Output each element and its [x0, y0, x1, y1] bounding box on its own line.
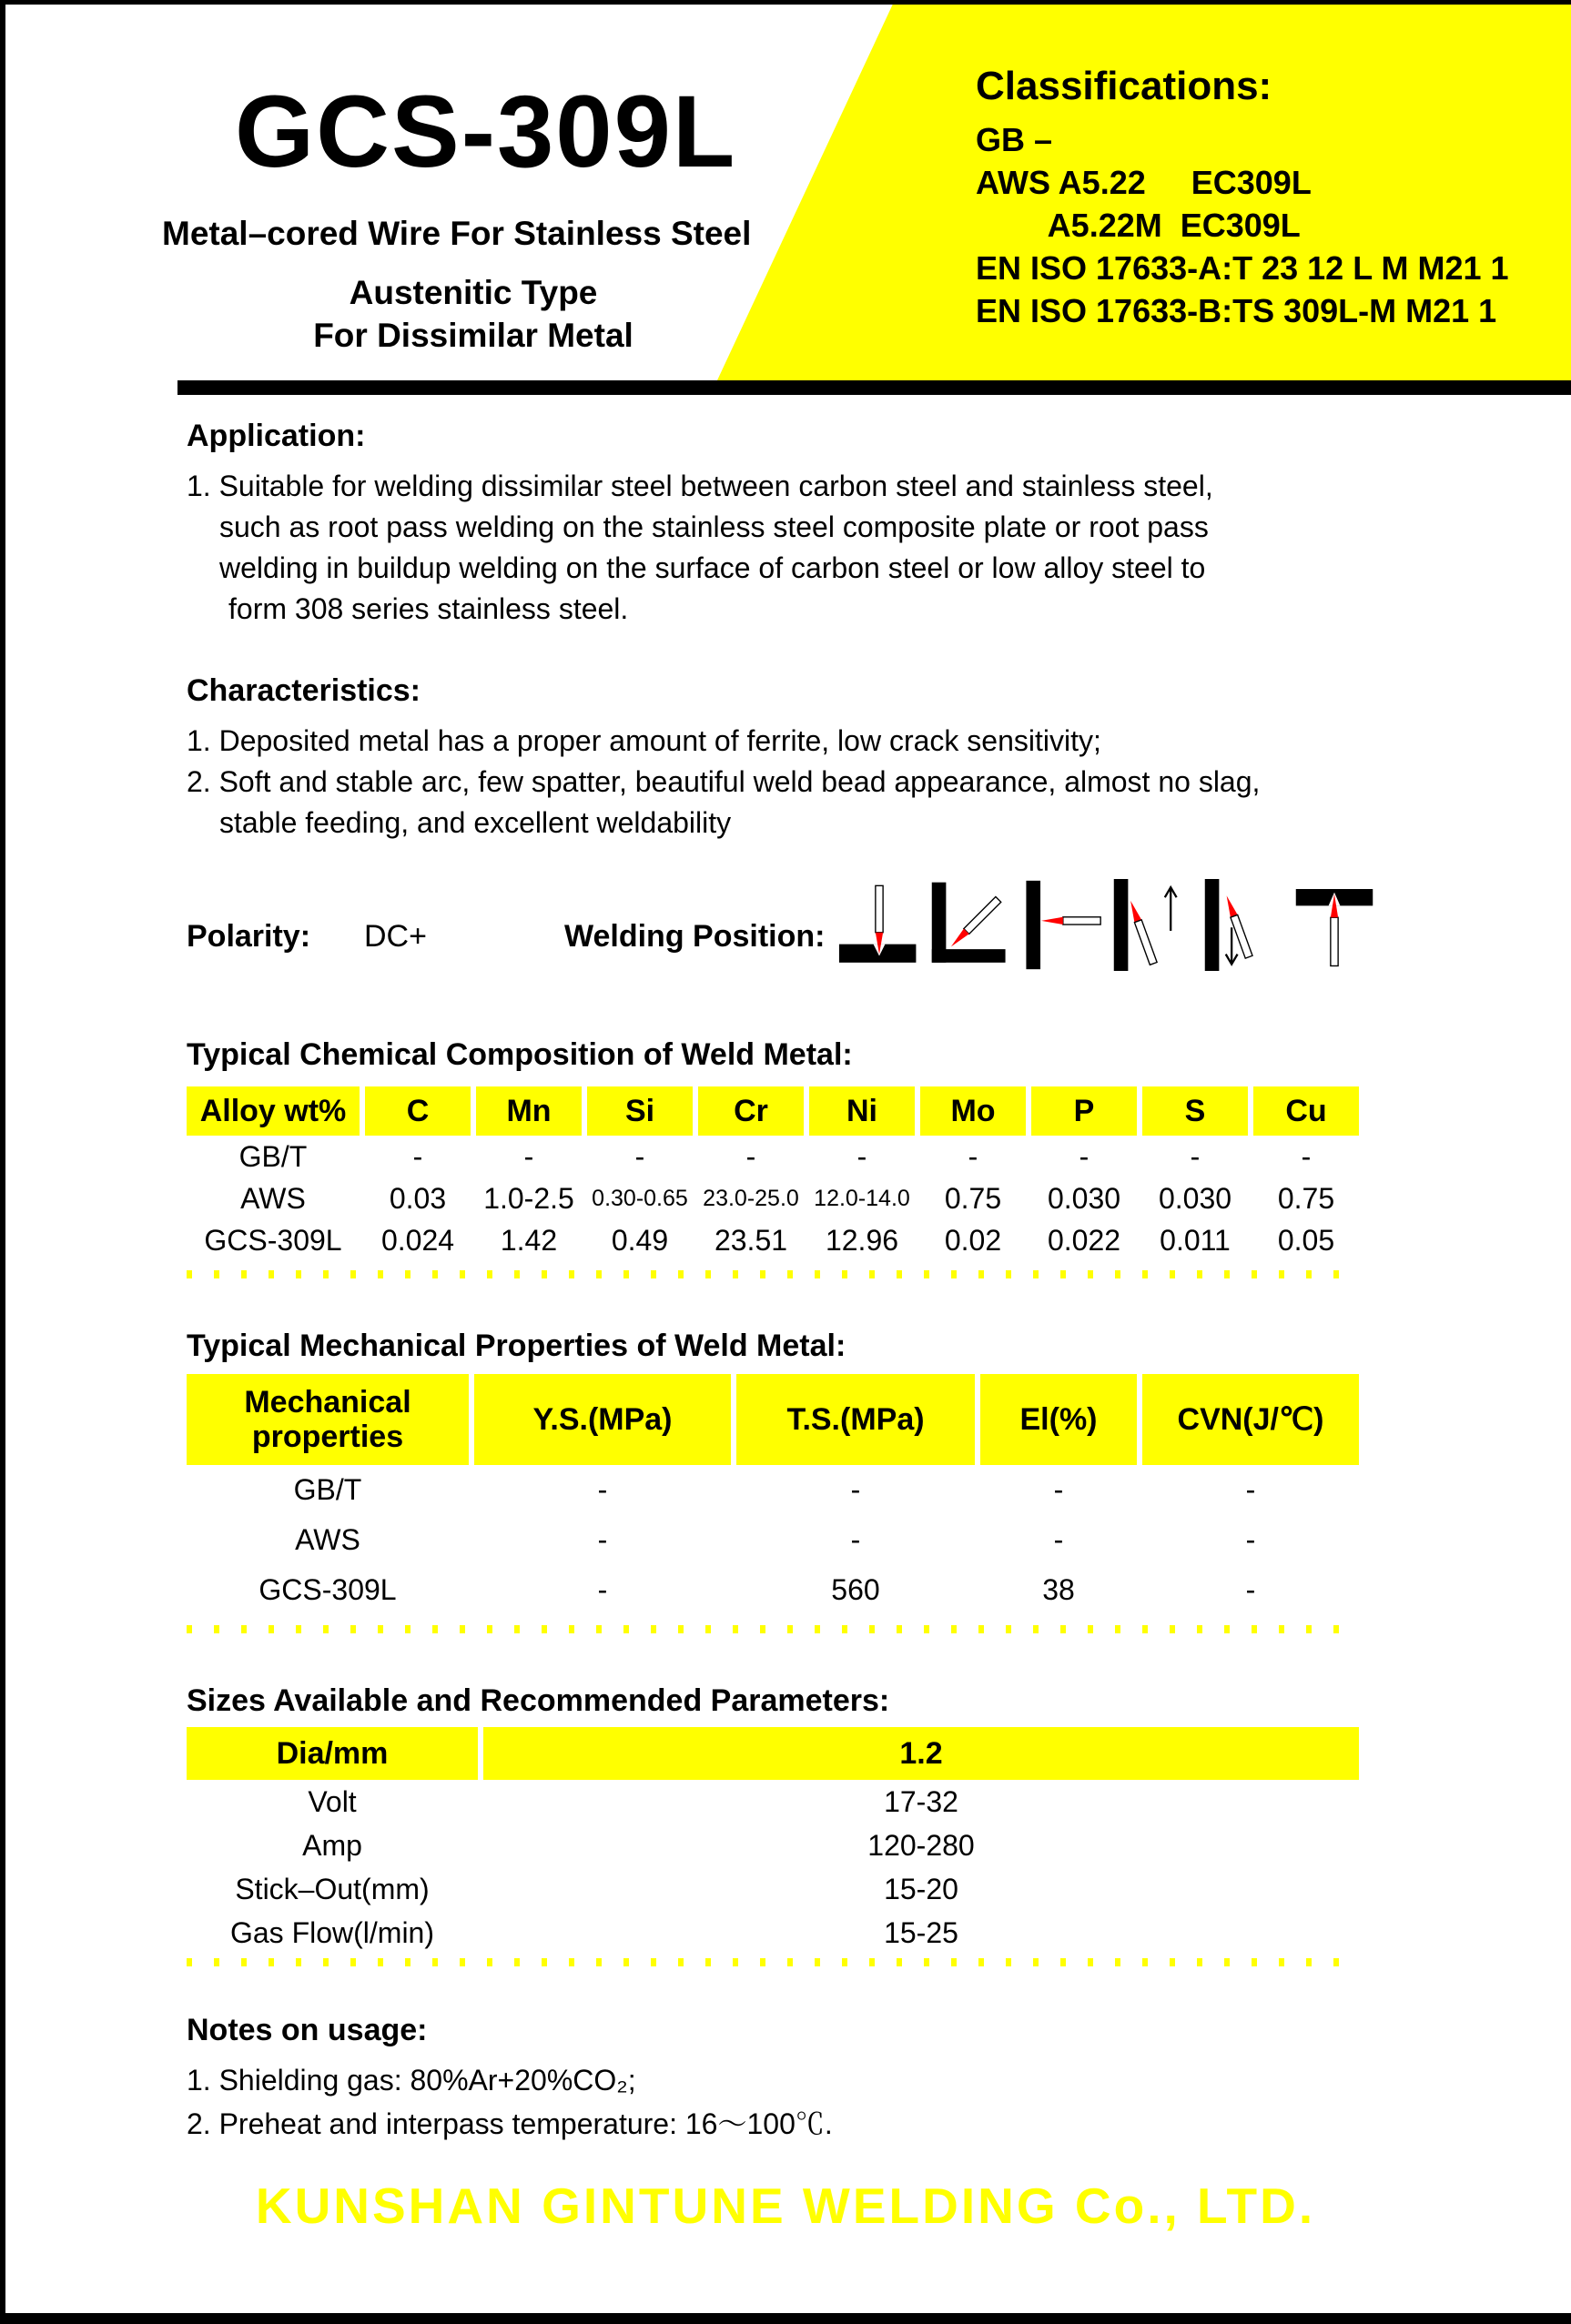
polarity-value: DC+	[364, 919, 427, 954]
sizes-table-title: Sizes Available and Recommended Parameters:	[187, 1683, 890, 1718]
company-name: KUNSHAN GINTUNE WELDING Co., LTD.	[255, 2177, 1316, 2234]
overhead-position-icon	[1292, 879, 1376, 971]
characteristics-line: 1. Deposited metal has a proper amount of ferrite, low crack sensitivity;	[187, 724, 1101, 757]
welding-position-icons	[837, 879, 1376, 971]
column-header: 1.2	[483, 1727, 1359, 1780]
classification-line: EN ISO 17633-A:T 23 12 L M M21 1	[976, 249, 1509, 287]
cell-value: 23.51	[714, 1223, 788, 1257]
horizontal-fillet-position-icon	[928, 879, 1012, 971]
cell-value: -	[1245, 1573, 1256, 1606]
column-header: Alloy wt%	[187, 1086, 360, 1136]
header-divider-bar	[177, 380, 1571, 395]
column-header: El(%)	[980, 1374, 1137, 1465]
row-label: AWS	[240, 1181, 306, 1215]
section-divider-dashed	[187, 1270, 1359, 1278]
column-header: Cr	[698, 1086, 804, 1136]
vertical-down-position-icon	[1201, 879, 1285, 971]
column-header: T.S.(MPa)	[736, 1374, 975, 1465]
notes-line: 2. Preheat and interpass temperature: 16～100℃.	[187, 2107, 833, 2140]
cell-value: -	[1053, 1473, 1064, 1506]
table-row	[187, 1177, 1359, 1219]
column-header: Y.S.(MPa)	[474, 1374, 731, 1465]
product-type	[209, 271, 737, 357]
table-row	[187, 1867, 1359, 1911]
cell-value: -	[597, 1473, 608, 1506]
table-row	[187, 1911, 1359, 1955]
flat-position-icon	[837, 879, 921, 971]
chemical-header-row	[187, 1086, 1359, 1136]
horizontal-position-icon	[1019, 879, 1103, 971]
row-label: Volt	[308, 1784, 357, 1818]
cell-value: 1.0-2.5	[483, 1181, 574, 1215]
row-label: Amp	[302, 1828, 362, 1862]
classifications-title: Classifications:	[976, 64, 1272, 108]
cell-value: -	[1245, 1523, 1256, 1556]
page-border-left	[0, 0, 5, 2324]
cell-value: 0.022	[1047, 1223, 1121, 1257]
cell-value: 0.75	[1277, 1181, 1335, 1215]
application-line: welding in buildup welding on the surface of carbon steel or low alloy steel to	[219, 551, 1206, 584]
polarity-label: Polarity:	[187, 919, 311, 954]
product-subtitle: Metal–cored Wire For Stainless Steel	[162, 215, 752, 252]
cell-value: 0.024	[380, 1223, 455, 1257]
column-header: Cu	[1253, 1086, 1359, 1136]
column-header: S	[1142, 1086, 1248, 1136]
notes-title: Notes on usage:	[187, 2013, 428, 2047]
cell-value: 15-20	[884, 1872, 958, 1905]
application-title: Application:	[187, 419, 366, 453]
footer	[0, 2177, 1571, 2235]
cell-value: -	[597, 1523, 608, 1556]
column-header: Mechanical properties	[187, 1374, 469, 1465]
sizes-table	[187, 1727, 1359, 1955]
application-line: form 308 series stainless steel.	[228, 592, 629, 625]
cell-value: 12.0-14.0	[814, 1185, 910, 1211]
cell-value: 0.05	[1277, 1223, 1335, 1257]
row-label: Stick–Out(mm)	[235, 1872, 430, 1905]
cell-value: 0.030	[1158, 1181, 1232, 1215]
application-line: 1. Suitable for welding dissimilar steel between carbon steel and stainless steel,	[187, 470, 1213, 502]
cell-value: -	[1301, 1139, 1312, 1173]
column-header: Mn	[476, 1086, 582, 1136]
cell-value: 120-280	[867, 1828, 975, 1862]
cell-value: 560	[831, 1573, 880, 1606]
column-header: C	[365, 1086, 471, 1136]
mechanical-header-row	[187, 1374, 1359, 1465]
cell-value: -	[745, 1139, 756, 1173]
classification-line: GB –	[976, 121, 1053, 158]
cell-value: -	[523, 1139, 534, 1173]
column-header: P	[1031, 1086, 1137, 1136]
cell-value: 12.96	[825, 1223, 899, 1257]
classifications-block	[976, 64, 1567, 332]
column-header: Si	[587, 1086, 693, 1136]
cell-value: -	[1079, 1139, 1090, 1173]
column-header: Mo	[920, 1086, 1026, 1136]
table-row	[187, 1219, 1359, 1261]
column-header: Ni	[809, 1086, 915, 1136]
table-row	[187, 1136, 1359, 1177]
row-label: GCS-309L	[258, 1573, 397, 1606]
product-name: GCS-309L	[235, 75, 737, 188]
cell-value: 17-32	[884, 1784, 958, 1818]
chemical-table-title: Typical Chemical Composition of Weld Metal:	[187, 1037, 853, 1072]
vertical-up-position-icon	[1110, 879, 1194, 971]
cell-value: -	[597, 1573, 608, 1606]
row-label: GB/T	[293, 1473, 362, 1506]
cell-value: -	[1053, 1523, 1064, 1556]
row-label: AWS	[295, 1523, 360, 1556]
cell-value: 0.75	[944, 1181, 1002, 1215]
mechanical-table	[187, 1374, 1359, 1615]
cell-value: -	[1190, 1139, 1201, 1173]
characteristics-line: stable feeding, and excellent weldability	[219, 806, 732, 839]
chemical-table	[187, 1086, 1359, 1261]
cell-value: 0.030	[1047, 1181, 1121, 1215]
section-divider-dashed	[187, 1958, 1359, 1966]
page-border-top	[0, 0, 1571, 5]
row-label: GB/T	[238, 1139, 308, 1173]
cell-value: 23.0-25.0	[703, 1185, 799, 1211]
product-type-line1: Austenitic Type	[349, 274, 598, 311]
cell-value: 0.49	[611, 1223, 669, 1257]
cell-value: 38	[1042, 1573, 1075, 1606]
section-divider-dashed	[187, 1625, 1359, 1633]
table-row	[187, 1465, 1359, 1515]
cell-value: 0.03	[389, 1181, 447, 1215]
cell-value: -	[634, 1139, 645, 1173]
application-line: such as root pass welding on the stainless steel composite plate or root pass	[219, 510, 1209, 543]
cell-value: 0.02	[944, 1223, 1002, 1257]
table-row	[187, 1824, 1359, 1867]
cell-value: -	[412, 1139, 423, 1173]
table-row	[187, 1780, 1359, 1824]
row-label: GCS-309L	[204, 1223, 342, 1257]
cell-value: -	[1245, 1473, 1256, 1506]
table-row	[187, 1565, 1359, 1615]
cell-value: 15-25	[884, 1915, 958, 1949]
table-row	[187, 1515, 1359, 1565]
sizes-header-row	[187, 1727, 1359, 1780]
welding-position-label: Welding Position:	[564, 919, 826, 954]
application-text	[187, 466, 1213, 630]
characteristics-title: Characteristics:	[187, 673, 421, 708]
classification-line: AWS A5.22 EC309L	[976, 164, 1312, 201]
notes-text	[187, 2058, 833, 2146]
notes-line: 1. Shielding gas: 80%Ar+20%CO₂;	[187, 2064, 636, 2097]
column-header: CVN(J/℃)	[1142, 1374, 1359, 1465]
cell-value: 1.42	[500, 1223, 558, 1257]
cell-value: 0.30-0.65	[592, 1185, 688, 1211]
classification-line: A5.22M EC309L	[976, 207, 1301, 244]
mechanical-table-title: Typical Mechanical Properties of Weld Metal:	[187, 1329, 846, 1363]
cell-value: -	[850, 1523, 861, 1556]
classification-line: EN ISO 17633-B:TS 309L-M M21 1	[976, 292, 1497, 329]
cell-value: -	[856, 1139, 867, 1173]
row-label: Gas Flow(l/min)	[229, 1915, 434, 1949]
cell-value: 0.011	[1160, 1223, 1231, 1257]
characteristics-line: 2. Soft and stable arc, few spatter, beautiful weld bead appearance, almost no slag,	[187, 765, 1261, 798]
cell-value: -	[968, 1139, 978, 1173]
cell-value: -	[850, 1473, 861, 1506]
characteristics-text	[187, 721, 1260, 844]
column-header: Dia/mm	[187, 1727, 478, 1780]
page-border-bottom	[0, 2313, 1571, 2324]
product-type-line2: For Dissimilar Metal	[313, 317, 633, 354]
